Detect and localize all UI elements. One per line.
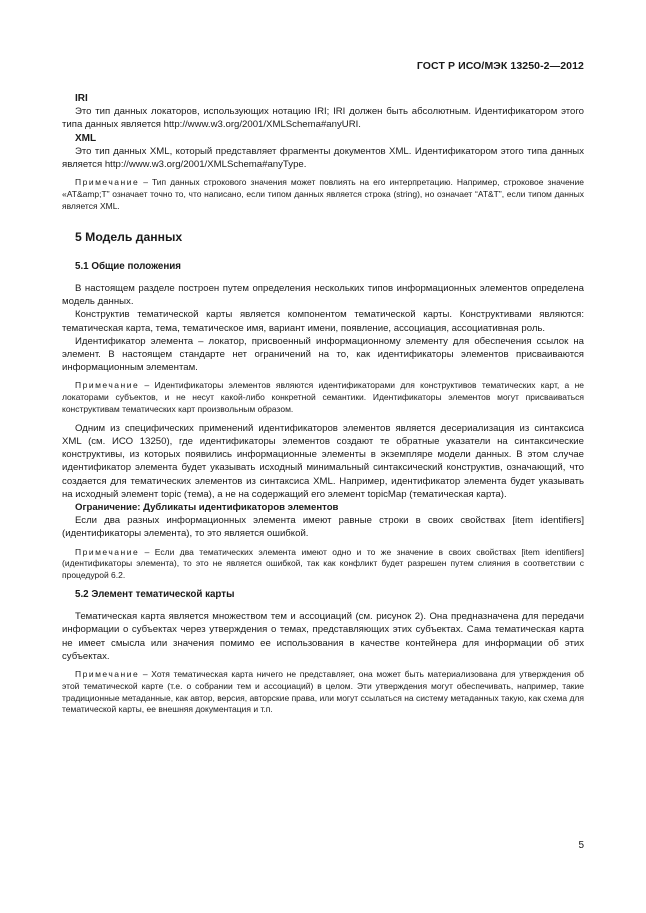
note-label: Примечание — [75, 177, 140, 188]
term-iri: IRI — [75, 93, 88, 104]
note-label: Примечание — [75, 380, 140, 391]
note-item-identifiers — [62, 380, 584, 415]
document-header: ГОСТ Р ИСО/МЭК 13250-2—2012 — [416, 60, 584, 72]
term-xml: XML — [75, 132, 97, 144]
page-content — [62, 92, 584, 722]
note-label: Примечание — [75, 669, 140, 680]
restriction-title: Ограничение: Дубликаты идентификаторов элементов — [75, 502, 339, 514]
note-text: – Идентификаторы элементов являются идентификаторами для конструктивов тематических карт, а не локаторами субъектов, и не несут какой-либо конкретной семантики. Идентификаторы элементов могут присваиваться конструктивам тематических карт произвольным образом. — [62, 380, 584, 415]
section-5-1-paragraph-4: Одним из специфических применений идентификаторов элементов является десериализация из синтаксиса XML (см. ИСО 13250), где идентификаторы элементов создают те обратные указатели на синтаксические конструктивы, из которых появились информационные элементы в экземпляре модели данных. В этом случае идентификатор элемента будет указывать исходный минимальный синтаксический конструктив, означающий, что создается для тематических элементов из синтаксиса XML. Например, идентификатор элемента будет указывать на исходный элемент topic (тема), а не на содержащий его элемент topicMap (тематическая карта). — [62, 422, 584, 500]
section-5-1-paragraph-2: Конструктив тематической карты является компонентом тематической карты. Конструктивами являются: тематическая карта, тема, тематическое имя, вариант имени, появление, ассоциация, ассоциативная роль. — [62, 309, 584, 334]
xml-definition: Это тип данных XML, который представляет фрагменты документов XML. Идентификатором этого типа данных является http://www.w3.org/2001/XMLSchema#anyType. — [62, 145, 584, 171]
section-5-1-paragraph-5: Если два разных информационных элемента имеют равные строки в своих свойствах [item identifiers] (идентификаторы элемента), то это является ошибкой. — [62, 515, 584, 540]
note-text: – Хотя тематическая карта ничего не представляет, она может быть материализована для утверждения об этой тематической карте (т.е. о собрании тем и ассоциаций) в целом. Эти утверждения могут обеспечивать, например, такие традиционные метаданные, как автор, версия, авторские права, или могут ссылаться на систему метаданных такую, как схема для тематической карты, ее внешняя документация и т.п. — [62, 669, 584, 715]
section-5-2-title: 5.2 Элемент тематической карты — [75, 589, 235, 601]
page-number: 5 — [578, 840, 584, 851]
note-topic-map — [62, 669, 584, 716]
section-5-2-paragraph-1: Тематическая карта является множеством тем и ассоциаций (см. рисунок 2). Она предназначена для передачи информации о субъектах через утверждения о темах, представляющих этих субъектах. Сама тематическая карта не имеет смысла или значения помимо ее использования в качестве контейнера для информации об этих субъектах. — [62, 611, 584, 662]
section-5-1-paragraph-1: В настоящем разделе построен путем определения нескольких типов информационных элементов определена модель данных. — [62, 283, 584, 308]
section-5-1-paragraph-3: Идентификатор элемента – локатор, присвоенный информационному элементу для обеспечения ссылок на элемент. В настоящем стандарте нет ограничений на то, как идентификаторы элементов присваиваются информационным элементам. — [62, 335, 584, 374]
section-5-1-title: 5.1 Общие положения — [75, 260, 182, 272]
note-label: Примечание — [75, 546, 140, 557]
note-text: – Если два тематических элемента имеют одно и то же значение в своих свойствах [item identifiers] (идентификаторы элемента), то это не является ошибкой, так как конфликт будет разрешен путем слияния в соответствии с процедурой 6.2. — [62, 546, 584, 581]
note-text: – Тип данных строкового значения может повлиять на его интерпретацию. Например, строковое значение «AT&amp;T” означает точно то, что написано, если типом данных является строка (string), но означает “AT&T”, если типом данных является XML. — [62, 177, 584, 211]
section-5-title: 5 Модель данных — [75, 229, 183, 244]
note-duplicate-identifiers — [62, 547, 584, 582]
note-string-value — [62, 177, 584, 212]
iri-definition: Это тип данных локаторов, использующих нотацию IRI; IRI должен быть абсолютным. Идентификатором этого типа данных является http://www.w3.org/2001/XMLSchema#anyURI. — [62, 106, 584, 131]
